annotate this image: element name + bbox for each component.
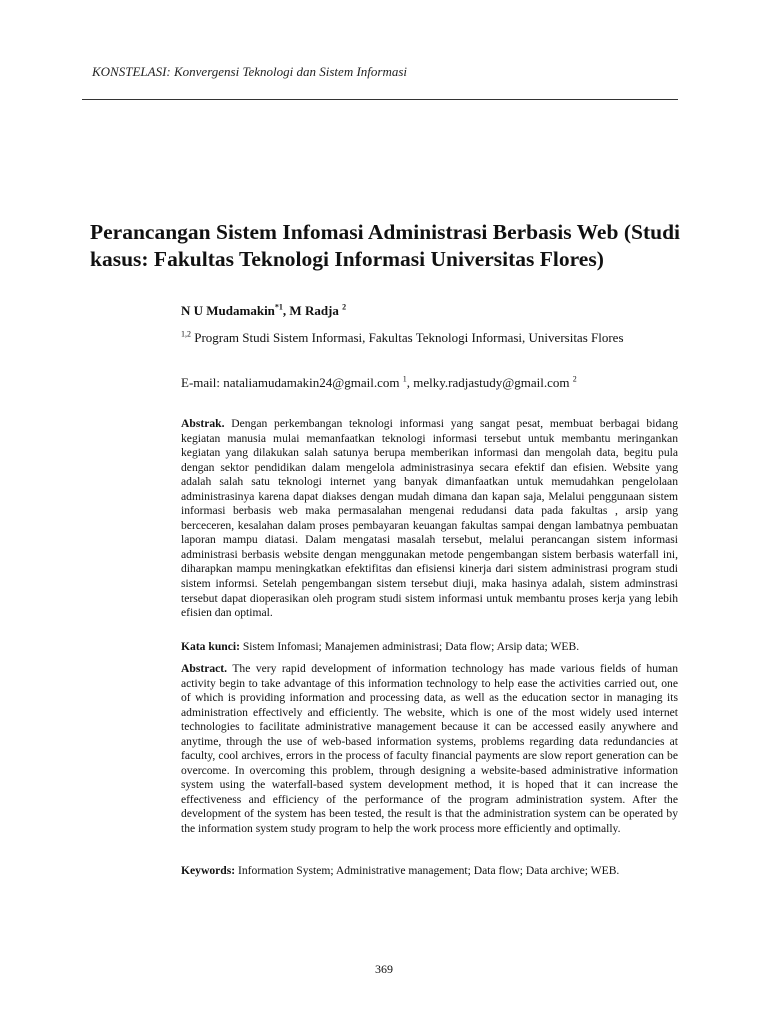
running-header bbox=[92, 64, 407, 80]
header-rule bbox=[82, 99, 678, 100]
affiliation-text: Program Studi Sistem Informasi, Fakultas Teknologi Informasi, Universitas Flores bbox=[194, 330, 624, 345]
email-line bbox=[181, 375, 577, 391]
author-1: N U Mudamakin bbox=[181, 303, 275, 318]
abstrak-text: Dengan perkembangan teknologi informasi yang sangat pesat, membuat berbagai bidang kegiatan manusia mulai memanfaatkan teknologi informasi tersebut untuk membantu meringankan kegiatan yang dilakukan salah satunya berupa memberikan informasi dan mengolah data, begitu pula dengan sektor pendidikan dalam mengelola administrasinya secara efektif dan efisien. Website yang adalah salah satu teknologi internet yang banyak dimanfaatkan untuk memudahkan pengelolaan administrasinya karena dapat diakses dengan mudah dimana dan kapan saja, Melalui penggunaan sistem informasi berbasis web maka permasalahan mengenai redudansi data pada fakultas , arsip yang berceceren, kesalahan dalam proses pembayaran keuangan fakultas sampai dengan lambatnya pembuatan laporan mampu diatasi. Dalam mengatasi masalah tersebut, melalui perancangan sistem informasi administrasi berbasis website dengan menggunakan metode pengembangan sistem berbasis waterfall ini, diharapkan mampu meningkatkan efektifitas dan efisiensi kinerja dari sistem administrasi program studi sistem informsi. Setelah pengembangan sistem tersebut diuji, maka hasinya adalah, sistem adminstrasi tersebut dapat dioperasikan oleh program studi sistem informasi untuk membantu proses kerja yang lebih efisien dan optimal. bbox=[181, 417, 678, 620]
journal-name: Konvergensi Teknologi dan Sistem Informasi bbox=[173, 64, 408, 79]
paper-title: Perancangan Sistem Infomasi Administrasi Berbasis Web (Studi kasus: Fakultas Teknologi Informasi Universitas Flores) bbox=[90, 220, 680, 271]
keywords bbox=[181, 864, 678, 879]
journal-abbreviation: KONSTELASI: bbox=[92, 64, 171, 79]
abstract-english bbox=[181, 662, 678, 837]
kata-kunci bbox=[181, 640, 678, 655]
affiliation-marks: 1,2 bbox=[181, 329, 191, 339]
author-separator: , bbox=[282, 303, 290, 318]
author-line bbox=[181, 303, 346, 319]
kata-kunci-label: Kata kunci: bbox=[181, 640, 240, 653]
abstract-label: Abstract. bbox=[181, 662, 228, 675]
email-mark-2: 2 bbox=[572, 374, 577, 384]
email-separator: , bbox=[406, 375, 414, 390]
page-number: 369 bbox=[375, 962, 393, 976]
author-2-mark: 2 bbox=[342, 302, 347, 312]
abstrak-label: Abstrak. bbox=[181, 417, 225, 430]
email-mark-1: 1 bbox=[402, 374, 407, 384]
author-2: M Radja bbox=[289, 303, 339, 318]
author-1-mark: *1 bbox=[274, 302, 283, 312]
abstract-text: The very rapid development of information technology has made various fields of human activity begin to take advantage of this information technology to help ease the activities carried out, one of which is providing information and processing data, as well as the education sector in managing its administration effectively and efficiently. The website, which is one of the most widely used internet technologies to facilitate administrative management because it can be accessed easily anywhere and anytime, through the use of web-based information systems, problems regarding data redundancies at faculty, cool archives, errors in the process of faculty financial payments are slow report generation can be overcome. In overcoming this problem, through designing a website-based administrative information system using the waterfall-based system development method, it is hoped that it can increase the effectiveness and efficiency of the performance of the program administration system. After the development of the system has been tested, the result is that the administration system can be operated by the information system study program to help the work process more efficiently and optimally. bbox=[181, 662, 678, 836]
email-label: E-mail: bbox=[181, 375, 224, 390]
kata-kunci-text: Sistem Infomasi; Manajemen administrasi; Data flow; Arsip data; WEB. bbox=[242, 640, 580, 653]
email-address-1: nataliamudamakin24@gmail.com bbox=[223, 375, 400, 390]
abstrak-indonesian bbox=[181, 417, 678, 621]
affiliation bbox=[181, 330, 624, 346]
keywords-label: Keywords: bbox=[181, 864, 236, 877]
email-address-2: melky.radjastudy@gmail.com bbox=[413, 375, 570, 390]
keywords-text: Information System; Administrative management; Data flow; Data archive; WEB. bbox=[238, 864, 620, 877]
